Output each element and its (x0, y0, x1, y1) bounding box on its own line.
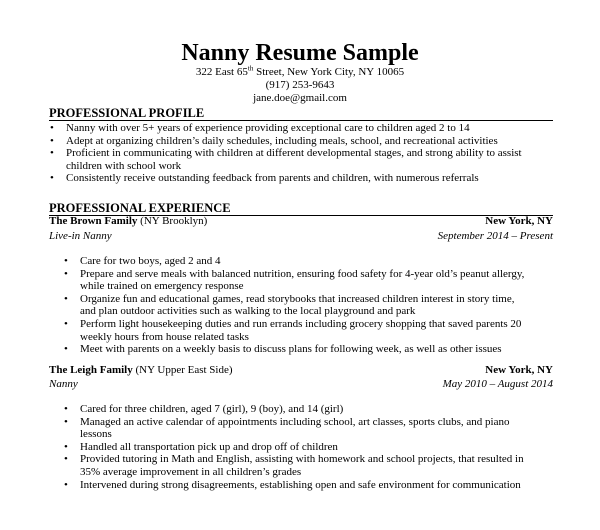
job-duty: • Care for two boys, aged 2 and 4 (63, 255, 533, 268)
job-duty: • Organize fun and educational games, read storybooks that increased children interest in story time, and plan outdoor activities such as walking to the local playground and park (63, 293, 533, 318)
experience-heading: PROFESSIONAL EXPERIENCE (49, 201, 553, 216)
profile-heading: PROFESSIONAL PROFILE (49, 106, 553, 121)
resume-header (0, 40, 600, 105)
phone: (917) 253-9643 (265, 79, 335, 91)
job-role: Live-in Nanny (49, 230, 112, 242)
job-duties-list (63, 403, 533, 491)
employer-name: The Leigh Family (49, 364, 133, 376)
profile-list (49, 122, 529, 185)
profile-item: • Proficient in communicating with children at different developmental stages, and strong ability to assist children with school work (49, 147, 529, 172)
address-end: Street, New York City, NY 10065 (253, 66, 405, 78)
job-location: New York, NY (485, 215, 553, 227)
job-duty: • Intervened during strong disagreements, establishing open and safe environment for communication (63, 479, 533, 492)
profile-item: • Consistently receive outstanding feedback from parents and children, with numerous referrals (49, 172, 529, 185)
job-duty: • Provided tutoring in Math and English, assisting with homework and school projects, that resulted in 35% average improvement in all children’s grades (63, 453, 533, 478)
job-duty: • Managed an active calendar of appointments including school, art classes, sports clubs, and piano lessons (63, 416, 533, 441)
resume-title: Nanny Resume Sample (181, 40, 419, 66)
job-duty: • Meet with parents on a weekly basis to discuss plans for following week, as well as other issues (63, 343, 533, 356)
job-dates: September 2014 – Present (437, 230, 553, 242)
email: jane.doe@gmail.com (253, 92, 347, 104)
profile-item: • Nanny with over 5+ years of experience providing exceptional care to children aged 2 to 14 (49, 122, 529, 135)
employer-note: (NY Upper East Side) (132, 364, 233, 376)
job-duty: • Perform light housekeeping duties and run errands including grocery shopping that saved parents 20 weekly hours from house related tasks (63, 318, 533, 343)
job-role: Nanny (49, 378, 78, 390)
address-superscript: th (247, 64, 254, 73)
address-start: 322 East 65 (195, 66, 248, 78)
job-dates: May 2010 – August 2014 (442, 378, 553, 390)
job-duty: • Prepare and serve meals with balanced nutrition, ensuring food safety for 4-year old’s peanut allergy, while trained on emergency response (63, 268, 533, 293)
job-duty: • Cared for three children, aged 7 (girl), 9 (boy), and 14 (girl) (63, 403, 533, 416)
job-duties-list (63, 255, 533, 356)
employer-name: The Brown Family (49, 215, 138, 227)
employer (49, 215, 207, 228)
profile-item: • Adept at organizing children’s daily schedules, including meals, school, and recreational activities (49, 135, 529, 148)
employer-note: (NY Brooklyn) (137, 215, 208, 227)
employer (49, 364, 233, 377)
job-location: New York, NY (485, 364, 553, 376)
job-duty: • Handled all transportation pick up and drop off of children (63, 441, 533, 454)
address (0, 66, 600, 79)
